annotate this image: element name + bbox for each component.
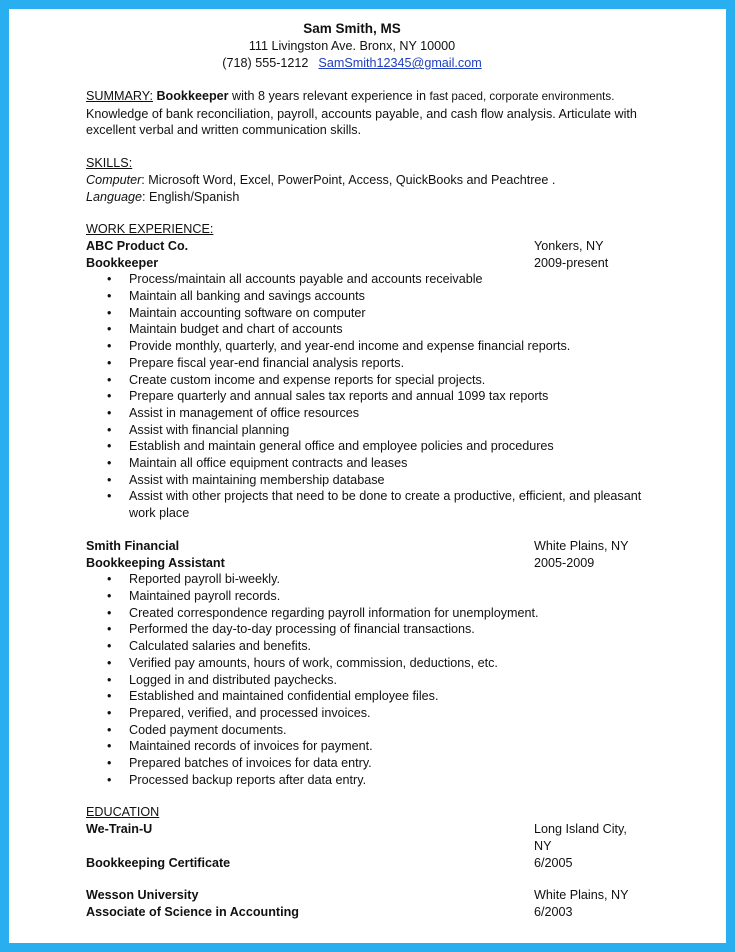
duty-item: • Prepare quarterly and annual sales tax reports and annual 1099 tax reports <box>86 388 646 405</box>
duty-item: • Verified pay amounts, hours of work, commission, deductions, etc. <box>86 655 646 672</box>
school-name: We-Train-U <box>86 822 153 837</box>
job-title-row <box>86 255 646 272</box>
summary-text-1: with 8 years relevant experience in <box>228 89 430 103</box>
duty-item: • Maintain budget and chart of accounts <box>86 321 646 338</box>
job-title-row <box>86 555 646 572</box>
duty-item: • Maintain all office equipment contracts and leases <box>86 455 646 472</box>
summary-heading: SUMMARY: <box>86 89 153 103</box>
duty-item: • Assist in management of office resources <box>86 405 646 422</box>
job-entry <box>86 238 646 522</box>
degree-row <box>86 855 646 872</box>
degree-date: 6/2003 <box>534 904 573 919</box>
language-label: Language <box>86 189 143 204</box>
school-location: White Plains, NY <box>534 888 629 903</box>
duty-item: • Maintain accounting software on computer <box>86 305 646 322</box>
education-entry <box>86 887 646 920</box>
duty-item: • Created correspondence regarding payroll information for unemployment. <box>86 605 646 622</box>
school-location: Long Island City, NY <box>534 822 627 853</box>
education-heading: EDUCATION <box>86 805 160 820</box>
skills-section <box>86 155 646 205</box>
contact-line <box>72 55 632 72</box>
duty-item: • Calculated salaries and benefits. <box>86 638 646 655</box>
skills-computer <box>86 172 646 189</box>
degree-name: Associate of Science in Accounting <box>86 904 299 919</box>
work-heading: WORK EXPERIENCE: <box>86 222 214 237</box>
duty-item: • Reported payroll bi-weekly. <box>86 571 646 588</box>
candidate-name: Sam Smith, MS <box>303 21 401 36</box>
duty-item: • Logged in and distributed paychecks. <box>86 672 646 689</box>
duty-item: • Provide monthly, quarterly, and year-end income and expense financial reports. <box>86 338 646 355</box>
computer-label: Computer <box>86 172 142 187</box>
school-row <box>86 887 646 904</box>
summary-section <box>86 88 646 139</box>
degree-name: Bookkeeping Certificate <box>86 855 231 870</box>
work-section <box>86 221 646 788</box>
school-name: Wesson University <box>86 888 199 903</box>
job-title: Bookkeeping Assistant <box>86 555 225 570</box>
duty-item: • Assist with maintaining membership database <box>86 472 646 489</box>
duty-item: • Assist with financial planning <box>86 422 646 439</box>
job-duties-list <box>86 271 646 522</box>
job-location: Yonkers, NY <box>534 238 604 253</box>
summary-line-1 <box>86 88 646 106</box>
summary-text-3: Knowledge of bank reconciliation, payroll, accounts payable, and cash flow analysis. Articulate with excellent verbal and written communication skills. <box>86 106 637 138</box>
job-company-row <box>86 538 646 555</box>
duty-item: • Prepare fiscal year-end financial analysis reports. <box>86 355 646 372</box>
job-entry <box>86 538 646 789</box>
resume-header <box>72 20 632 72</box>
duty-item: • Processed backup reports after data entry. <box>86 772 646 789</box>
degree-date: 6/2005 <box>534 855 573 870</box>
duty-item: • Create custom income and expense reports for special projects. <box>86 372 646 389</box>
job-company-row <box>86 238 646 255</box>
duty-item: • Establish and maintain general office and employee policies and procedures <box>86 438 646 455</box>
duty-item: • Process/maintain all accounts payable and accounts receivable <box>86 271 646 288</box>
job-company: ABC Product Co. <box>86 238 189 253</box>
school-row <box>86 821 646 854</box>
job-location: White Plains, NY <box>534 538 629 553</box>
candidate-phone: (718) 555-1212 <box>222 56 309 70</box>
duty-item: • Coded payment documents. <box>86 722 646 739</box>
duty-item: • Assist with other projects that need to be done to create a productive, efficient, and pleasant work place <box>86 488 646 521</box>
summary-text-2: fast paced, corporate environments. <box>429 90 615 103</box>
duty-item: • Maintained records of invoices for payment. <box>86 738 646 755</box>
job-title: Bookkeeper <box>86 255 159 270</box>
job-dates: 2005-2009 <box>534 555 595 570</box>
education-section <box>86 804 646 920</box>
duty-item: • Established and maintained confidential employee files. <box>86 688 646 705</box>
duty-item: • Maintain all banking and savings accounts <box>86 288 646 305</box>
resume-page <box>86 20 646 921</box>
skills-language <box>86 189 646 206</box>
duty-item: • Prepared, verified, and processed invoices. <box>86 705 646 722</box>
computer-value: : Microsoft Word, Excel, PowerPoint, Access, QuickBooks and Peachtree . <box>141 172 556 187</box>
job-duties-list <box>86 571 646 788</box>
duty-item: • Prepared batches of invoices for data entry. <box>86 755 646 772</box>
email-link[interactable]: SamSmith12345@gmail.com <box>318 56 482 70</box>
duty-item: • Maintained payroll records. <box>86 588 646 605</box>
degree-row <box>86 904 646 921</box>
candidate-address: 111 Livingston Ave. Bronx, NY 10000 <box>248 39 456 53</box>
education-entry <box>86 821 646 871</box>
duty-item: • Performed the day-to-day processing of financial transactions. <box>86 621 646 638</box>
summary-title: Bookkeeper <box>156 89 229 103</box>
skills-heading: SKILLS: <box>86 156 133 171</box>
job-dates: 2009-present <box>534 255 609 270</box>
language-value: : English/Spanish <box>142 189 240 204</box>
job-company: Smith Financial <box>86 538 180 553</box>
